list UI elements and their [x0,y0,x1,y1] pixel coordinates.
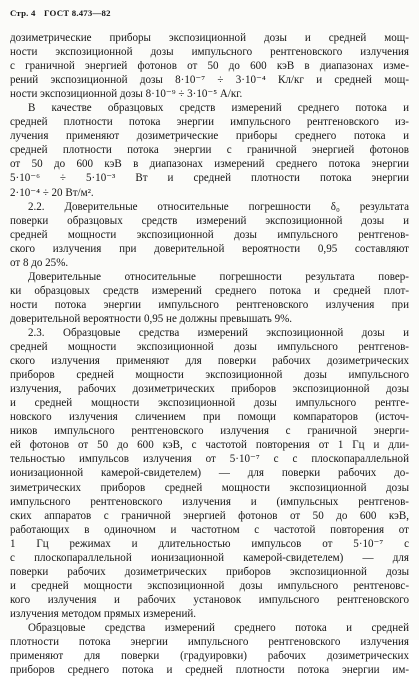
text-line: от 50 до 600 кэВ в диапазонах измерений среднего потока энергии [10,158,409,171]
text-line: 5·10⁻⁶ ÷ 5·10⁻³ Вт и средней плотности потока энергии [10,172,409,185]
text-line: 2.3. Образцовые средства измерений экспозиционной дозы и [28,326,409,339]
text-line: 2·10⁻⁴ ÷ 20 Вт/м². [10,186,94,199]
text-line: 2.2. Доверительные относительные погрешности δ₀ результата [28,200,409,213]
text-line: ности потока энергии импульсного рентгеновского излучения при [10,298,409,311]
text-line: средней мощности экспозиционной дозы импульсного рентгенов- [10,341,409,354]
text-line: В качестве образцовых средств измерений среднего потока и [28,102,409,115]
text-line: лучения применяют дозиметрические приборы среднего потока и [10,130,409,143]
text-line: ей фотонов от 50 до 600 кэВ, с частотой повторения от 1 Гц и дли- [10,439,409,452]
document-body [10,31,409,677]
text-line: приборов среднего потока и средней плотности потока энергии им- [10,664,409,677]
text-line: ского излучения при доверительной вероятности 0,95 составляют [10,242,409,255]
text-line: Доверительные относительные погрешности результата повер- [28,270,409,283]
text-line: и средней мощности экспозиционной дозы импульсного рентгеновс- [10,579,409,592]
standard-code: ГОСТ 8.473—82 [43,8,111,18]
text-line: работающих в одиночном и частотном с частотой повторения от [10,523,409,536]
text-line: с граничной энергией фотонов от 50 до 600 кэВ в диапазонах изме- [10,60,409,73]
page-header [10,8,117,18]
text-line: ности экспозиционной дозы импульсного рентгеновского излучения [10,46,409,59]
text-line: ности экспозиционной дозы 8·10⁻⁹ ÷ 3·10⁻⁵ А/кг. [10,88,243,101]
text-line: ских аппаратов с граничной энергией фотонов от 50 до 600 кэВ, [10,509,409,522]
text-line: поверки рабочих дозиметрических приборов экспозиционной дозы [10,565,409,578]
text-line: ки образцовых средств измерений среднего потока и средней плот- [10,284,409,297]
text-line: кого излучения и рабочих установок импульсного рентгеновского [10,593,409,606]
text-line: средней плотности потока энергии с граничной энергией фотонов [10,144,409,157]
text-line: зиметрических приборов средней мощности экспозиционной дозы [10,481,409,494]
text-line: Образцовые средства измерений среднего потока и средней [28,621,409,634]
text-line: 1 Гц режимах и длительностью импульсов от 5·10⁻⁷ с [10,537,409,550]
text-line: рений экспозиционной дозы 8·10⁻⁷ ÷ 3·10⁻⁴ Кл/кг и средней мощ- [10,74,409,87]
text-line: поверки образцовых средств измерений экспозиционной дозы и [10,214,409,227]
text-line: с плоскопараллельной ионизационной камерой-свидетелем) — для [10,551,409,564]
text-line: средней плотности потока энергии импульсного рентгеновского из- [10,116,409,129]
text-line: ского излучения применяют для поверки рабочих дозиметрических [10,355,409,368]
text-line: и средней мощности экспозиционной дозы импульсного рентге- [10,397,409,410]
text-line: импульсного рентгеновского излучения и (импульсных рентгенов- [10,495,409,508]
text-line: доверительной вероятности 0,95 не должны превышать 9%. [10,312,293,325]
text-line: излучения, рабочих дозиметрических приборов экспозиционной дозы [10,383,409,396]
text-line: плотности потока энергии импульсного рентгеновского излучения [10,636,409,649]
text-line: ников импульсного рентгеновского излучения с граничной энерги- [10,425,409,438]
text-line: тельностью импульсов излучения от 5·10⁻⁷ с с плоскопараллельной [10,453,409,466]
text-line: приборов средней мощности экспозиционной дозы импульсного [10,369,409,382]
text-line: новского излучения сличением при помощи компараторов (источ- [10,411,409,424]
text-line: от 8 до 25%. [10,256,69,269]
page-number: Стр. 4 [10,8,36,18]
text-line: средней мощности экспозиционной дозы импульсного рентгенов- [10,228,409,241]
text-line: дозиметрические приборы экспозиционной дозы и средней мощ- [10,32,409,44]
text-line: применяют для поверки (градуировки) рабочих дозиметрических [10,650,409,663]
text-line: ионизационной камерой-свидетелем) — для поверки рабочих до- [10,467,409,480]
text-line: излучения методом прямых измерений. [10,607,197,620]
